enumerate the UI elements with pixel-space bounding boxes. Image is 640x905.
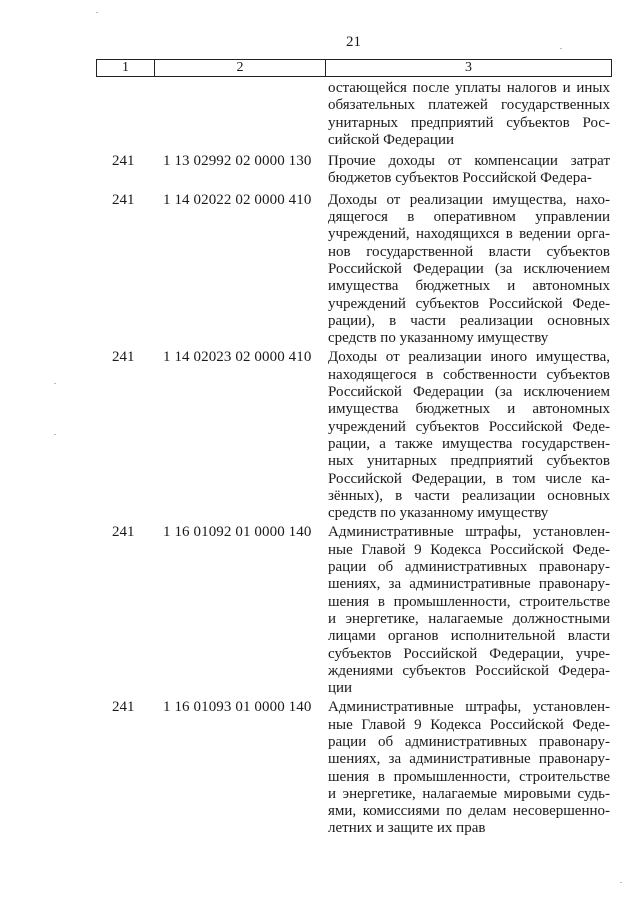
- row-description: [328, 80, 610, 149]
- desc-line: Российской Федерации (за исключением: [328, 260, 610, 277]
- desc-line: Административные штрафы, установлен-: [328, 699, 610, 716]
- desc-line: рации), в части реализации основных: [328, 312, 610, 329]
- scan-speck: [54, 434, 56, 435]
- desc-line: средств по указанному имуществу: [328, 330, 549, 347]
- table-row: [0, 524, 640, 697]
- desc-line: ных унитарных предприятий субъектов: [328, 453, 610, 470]
- desc-line: субъектов Российской Федерации, учре-: [328, 645, 610, 662]
- row-col-2: 1 16 01092 01 0000 140: [163, 524, 312, 541]
- desc-line: учреждений, находящихся в ведении орга-: [328, 226, 610, 243]
- row-description: [328, 349, 610, 522]
- desc-line: дящегося в оперативном управлении: [328, 209, 610, 226]
- table-row: [0, 192, 640, 348]
- scan-speck: [54, 383, 56, 384]
- desc-line: ные Главой 9 Кодекса Российской Феде-: [328, 541, 610, 558]
- table-row: [0, 349, 640, 522]
- desc-line: Доходы от реализации имущества, нахо-: [328, 191, 610, 208]
- table-header: [96, 59, 612, 77]
- desc-line: рации об административных правонару-: [328, 733, 610, 750]
- desc-line: ждениями субъектов Российской Федера-: [328, 662, 610, 679]
- table-row-continuation: [0, 80, 640, 149]
- desc-line: имущества бюджетных и автономных: [328, 278, 610, 295]
- desc-line: и энергетике, налагаемые должностными: [328, 610, 610, 627]
- page-number: 21: [346, 34, 361, 50]
- desc-line: шения в промышленности, строительстве: [328, 593, 610, 610]
- desc-line: сийской Федерации: [328, 131, 455, 148]
- row-col-2: 1 13 02992 02 0000 130: [163, 153, 312, 170]
- table-row: [0, 153, 640, 188]
- row-col-1: 241: [112, 524, 135, 541]
- scan-speck: [620, 882, 622, 883]
- row-col-1: 241: [112, 153, 135, 170]
- desc-line: нов государственной власти субъектов: [328, 243, 610, 260]
- desc-line: Российской Федерации (за исключением: [328, 384, 610, 401]
- desc-line: и энергетике, налагаемые мировыми судь-: [328, 785, 610, 802]
- scan-speck: [96, 12, 98, 13]
- desc-line: имущества бюджетных и автономных: [328, 401, 610, 418]
- desc-line: средств по указанному имуществу: [328, 505, 549, 522]
- row-col-1: 241: [112, 349, 135, 366]
- table-row: [0, 699, 640, 837]
- header-col-1: 1: [97, 60, 155, 76]
- desc-line: шения в промышленности, строительстве: [328, 768, 610, 785]
- desc-line: обязательных платежей государственных: [328, 97, 610, 114]
- desc-line: Прочие доходы от компенсации затрат: [328, 153, 610, 170]
- row-col-2: 1 16 01093 01 0000 140: [163, 699, 312, 716]
- desc-line: Доходы от реализации иного имущества,: [328, 349, 610, 366]
- row-col-1: 241: [112, 699, 135, 716]
- header-col-2: 2: [155, 60, 326, 76]
- desc-line: находящегося в собственности субъектов: [328, 366, 610, 383]
- row-col-2: 1 14 02022 02 0000 410: [163, 191, 312, 208]
- desc-line: летних и защите их прав: [328, 820, 486, 837]
- desc-line: унитарных предприятий субъектов Рос-: [328, 114, 610, 131]
- desc-line: ции: [328, 680, 353, 697]
- desc-line: остающейся после уплаты налогов и иных: [328, 80, 610, 96]
- row-description: [328, 192, 610, 348]
- desc-line: шениях, за административные правонару-: [328, 576, 610, 593]
- desc-line: учреждений субъектов Российской Феде-: [328, 295, 610, 312]
- row-description: [328, 699, 610, 837]
- desc-line: рации об административных правонару-: [328, 559, 610, 576]
- row-col-2: 1 14 02023 02 0000 410: [163, 349, 312, 366]
- table-body: [0, 80, 640, 838]
- desc-line: лицами органов исполнительной власти: [328, 628, 610, 645]
- row-col-1: 241: [112, 191, 135, 208]
- desc-line: рации, а также имущества государствен-: [328, 435, 610, 452]
- desc-line: зённых), в части реализации основных: [328, 487, 610, 504]
- scan-speck: [560, 48, 562, 49]
- desc-line: ями, комиссиями по делам несовершенно-: [328, 803, 610, 820]
- row-description: [328, 524, 610, 697]
- desc-line: шениях, за административные правонару-: [328, 751, 610, 768]
- desc-line: ные Главой 9 Кодекса Российской Феде-: [328, 716, 610, 733]
- header-col-3: 3: [465, 60, 472, 75]
- desc-line: бюджетов субъектов Российской Федера-: [328, 170, 592, 187]
- row-description: [328, 153, 610, 188]
- desc-line: Российской Федерации, в том числе ка-: [328, 470, 610, 487]
- desc-line: Административные штрафы, установлен-: [328, 524, 610, 541]
- desc-line: учреждений субъектов Российской Феде-: [328, 418, 610, 435]
